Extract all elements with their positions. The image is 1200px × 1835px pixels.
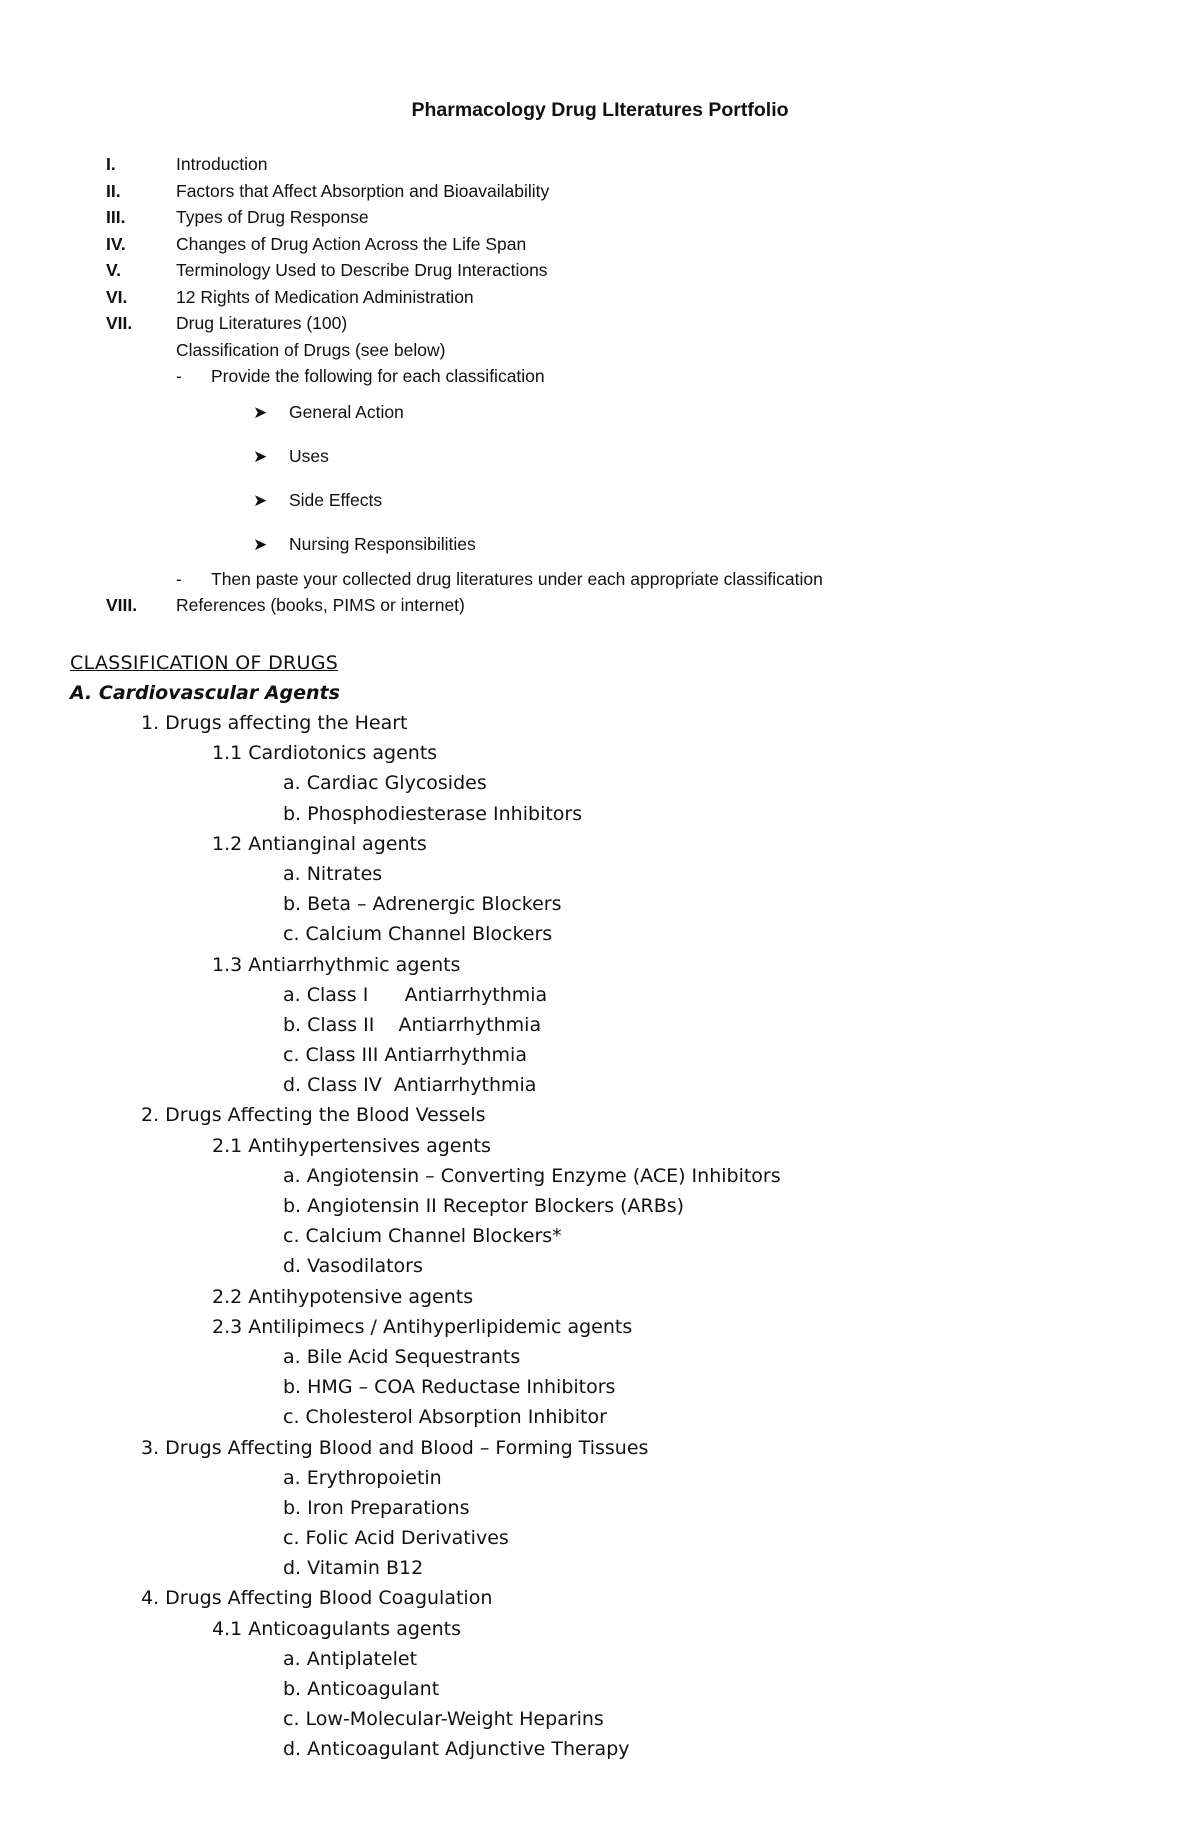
toc-item bbox=[106, 151, 823, 178]
arrow-bullet-icon: ➤ bbox=[253, 446, 268, 466]
document-title: Pharmacology Drug LIteratures Portfolio bbox=[411, 99, 789, 121]
toc-text: Changes of Drug Action Across the Life Span bbox=[176, 233, 527, 254]
toc-text: Drug Literatures (100) bbox=[176, 313, 348, 333]
toc-number: VI. bbox=[106, 286, 128, 307]
toc-text: 12 Rights of Medication Administration bbox=[176, 286, 474, 307]
bullet-text: Nursing Responsibilities bbox=[289, 533, 476, 554]
outline-item: b. Beta – Adrenergic Blockers bbox=[283, 893, 562, 916]
table-of-contents bbox=[106, 151, 823, 619]
provide-line bbox=[106, 363, 823, 390]
outline-list bbox=[70, 708, 781, 1765]
dash-marker: - bbox=[176, 568, 182, 589]
outline-item: c. Calcium Channel Blockers* bbox=[283, 1225, 562, 1248]
toc-item bbox=[106, 231, 823, 258]
bullet-list bbox=[106, 390, 823, 566]
toc-item bbox=[106, 310, 823, 337]
bullet-text: General Action bbox=[289, 401, 404, 422]
classification-note: Classification of Drugs (see below) bbox=[176, 339, 446, 360]
outline-item: a. Class I Antiarrhythmia bbox=[283, 983, 548, 1006]
paste-text: Then paste your collected drug literatures under each appropriate classification bbox=[211, 568, 823, 589]
bullet-text: Uses bbox=[289, 445, 329, 466]
outline-item: b. Angiotensin II Receptor Blockers (ARBs) bbox=[283, 1195, 685, 1217]
outline-item: b. Phosphodiesterase Inhibitors bbox=[283, 802, 583, 825]
outline-item: a. Cardiac Glycosides bbox=[283, 772, 487, 795]
outline-item: c. Calcium Channel Blockers bbox=[283, 923, 553, 946]
outline-item: 1. Drugs affecting the Heart bbox=[141, 712, 408, 734]
toc-item bbox=[106, 284, 823, 311]
outline-item: c. Low-Molecular-Weight Heparins bbox=[283, 1708, 604, 1731]
paste-line bbox=[106, 566, 823, 593]
toc-text: Terminology Used to Describe Drug Interactions bbox=[176, 260, 548, 280]
outline-item: d. Anticoagulant Adjunctive Therapy bbox=[283, 1738, 630, 1761]
outline-item: a. Nitrates bbox=[283, 862, 383, 885]
arrow-bullet-icon: ➤ bbox=[253, 534, 268, 554]
outline-item: d. Vitamin B12 bbox=[283, 1557, 424, 1580]
outline-item: b. Class II Antiarrhythmia bbox=[283, 1013, 542, 1036]
section-heading: CLASSIFICATION OF DRUGS bbox=[70, 652, 339, 674]
toc-text: Factors that Affect Absorption and Bioavailability bbox=[176, 180, 550, 201]
outline-item: 3. Drugs Affecting Blood and Blood – Forming Tissues bbox=[141, 1436, 649, 1459]
list-item bbox=[253, 390, 823, 434]
outline-item: 1.2 Antianginal agents bbox=[212, 832, 427, 855]
toc-number: V. bbox=[106, 260, 121, 280]
toc-item bbox=[106, 204, 823, 231]
toc-item bbox=[106, 592, 823, 619]
outline-item: a. Erythropoietin bbox=[283, 1466, 442, 1489]
outline-item: 2.2 Antihypotensive agents bbox=[212, 1285, 474, 1308]
toc-text: References (books, PIMS or internet) bbox=[176, 595, 465, 615]
toc-number: VII. bbox=[106, 313, 133, 333]
list-item bbox=[253, 478, 823, 522]
outline-item: 4.1 Anticoagulants agents bbox=[212, 1617, 461, 1640]
bullet-text: Side Effects bbox=[289, 489, 383, 510]
section-a-heading: A. Cardiovascular Agents bbox=[70, 682, 340, 704]
outline-item: c. Folic Acid Derivatives bbox=[283, 1527, 509, 1550]
outline-item: 1.1 Cardiotonics agents bbox=[212, 742, 438, 765]
outline-item: b. HMG – COA Reductase Inhibitors bbox=[283, 1376, 616, 1399]
outline-item: a. Angiotensin – Converting Enzyme (ACE) Inhibitors bbox=[283, 1164, 781, 1187]
toc-text: Introduction bbox=[176, 154, 268, 174]
list-item bbox=[253, 522, 823, 566]
outline-item: d. Vasodilators bbox=[283, 1255, 423, 1278]
outline-item: 4. Drugs Affecting Blood Coagulation bbox=[141, 1587, 493, 1610]
toc-number: II. bbox=[106, 180, 121, 201]
outline-item: 2.1 Antihypertensives agents bbox=[212, 1134, 491, 1157]
outline-item: a. Antiplatelet bbox=[283, 1647, 418, 1670]
dash-marker: - bbox=[176, 366, 182, 386]
toc-item bbox=[106, 257, 823, 284]
list-item bbox=[253, 434, 823, 478]
outline-item: c. Class III Antiarrhythmia bbox=[283, 1044, 527, 1067]
toc-number: VIII. bbox=[106, 595, 138, 615]
toc-number: III. bbox=[106, 207, 126, 227]
outline-item: 2. Drugs Affecting the Blood Vessels bbox=[141, 1104, 486, 1127]
toc-text: Types of Drug Response bbox=[176, 207, 369, 227]
toc-item bbox=[106, 178, 823, 205]
toc-number: IV. bbox=[106, 233, 126, 254]
arrow-bullet-icon: ➤ bbox=[253, 490, 268, 510]
outline-item: d. Class IV Antiarrhythmia bbox=[283, 1074, 537, 1097]
outline-item: 2.3 Antilipimecs / Antihyperlipidemic agents bbox=[212, 1315, 633, 1338]
toc-number: I. bbox=[106, 154, 116, 174]
outline-item: b. Anticoagulant bbox=[283, 1678, 440, 1700]
outline-item: a. Bile Acid Sequestrants bbox=[283, 1345, 521, 1368]
classification-section bbox=[70, 648, 781, 1765]
outline-item: 1.3 Antiarrhythmic agents bbox=[212, 953, 461, 976]
arrow-bullet-icon: ➤ bbox=[253, 402, 268, 422]
outline-item: c. Cholesterol Absorption Inhibitor bbox=[283, 1406, 607, 1429]
outline-item: b. Iron Preparations bbox=[283, 1496, 470, 1519]
provide-text: Provide the following for each classification bbox=[211, 366, 545, 386]
